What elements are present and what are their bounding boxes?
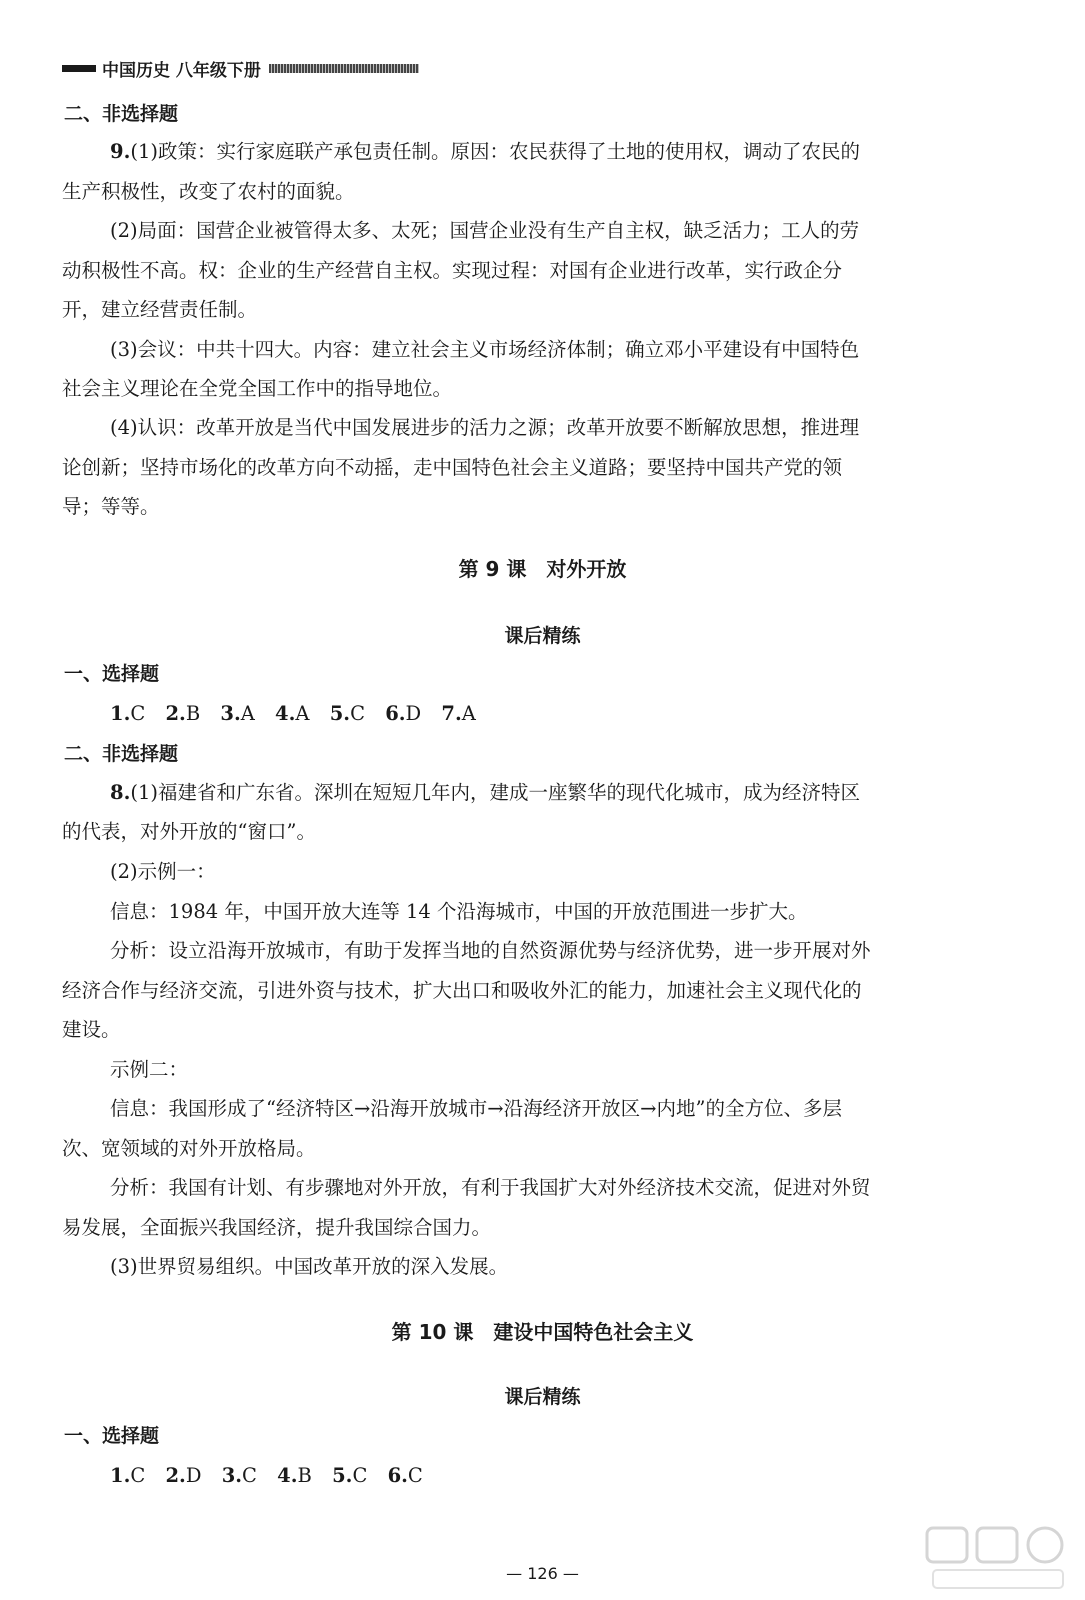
paragraph: 经济合作与经济交流，引进外资与技术，扩大出口和吸收外汇的能力，加速社会主义现代化的 [62,979,862,1002]
paragraph: 导；等等。 [62,495,160,518]
paragraph: 开，建立经营责任制。 [62,298,258,321]
header-bar-right [269,64,419,73]
paragraph: (2)局面：国营企业被管得太多、太死；国营企业没有生产自主权，缺乏活力；工人的劳 [110,219,860,242]
answer-item: 7.A [441,702,476,725]
paragraph: (3)会议：中共十四大。内容：建立社会主义市场经济体制；确立邓小平建设有中国特色 [110,338,860,361]
choice-answers [110,700,490,728]
practice-heading: 课后精练 [504,625,581,647]
answer-item: 2.D [165,1464,202,1487]
watermark-logo [923,1524,1073,1594]
paragraph: 次、宽领域的对外开放格局。 [62,1137,316,1160]
choice-answers [110,1462,437,1490]
paragraph: 论创新；坚持市场化的改革方向不动摇，走中国特色社会主义道路；要坚持中国共产党的领 [62,456,843,479]
answer-item: 5.C [332,1464,368,1487]
paragraph: (3)世界贸易组织。中国改革开放的深入发展。 [110,1255,509,1278]
paragraph: 建设。 [62,1018,121,1041]
text: (1)政策：实行家庭联产承包责任制。原因：农民获得了土地的使用权，调动了农民的 [130,140,860,163]
answer-item: 6.C [387,1464,423,1487]
answer-item: 3.A [220,702,255,725]
paragraph: 分析：我国有计划、有步骤地对外开放，有利于我国扩大对外经济技术交流，促进对外贸 [110,1176,871,1199]
section-heading: 一、选择题 [64,1425,160,1447]
paragraph: (2)示例一： [110,860,216,883]
answer-item: 4.A [275,702,310,725]
lesson-title: 第 9 课 对外开放 [458,557,627,581]
paragraph: 的代表，对外开放的“窗口”。 [62,820,316,843]
practice-heading: 课后精练 [504,1386,581,1408]
paragraph: (4)认识：改革开放是当代中国发展进步的活力之源；改革开放要不断解放思想，推进理 [110,416,860,439]
lesson-title: 第 10 课 建设中国特色社会主义 [391,1320,694,1344]
answer-item: 5.C [329,702,365,725]
text: (1)福建省和广东省。深圳在短短几年内，建成一座繁华的现代化城市，成为经济特区 [130,781,860,804]
answer-item: 1.C [110,1464,146,1487]
page-number: — 126 — [506,1564,579,1583]
paragraph: 信息：1984 年，中国开放大连等 14 个沿海城市，中国的开放范围进一步扩大。 [110,900,808,923]
answer-item: 3.C [221,1464,257,1487]
section-heading: 二、非选择题 [64,743,179,765]
section-heading: 一、选择题 [64,663,160,685]
book-title: 中国历史 八年级下册 [102,60,261,81]
section-heading: 二、非选择题 [64,103,179,125]
paragraph: 易发展，全面振兴我国经济，提升我国综合国力。 [62,1216,492,1239]
paragraph: 示例二： [110,1058,189,1081]
running-header [62,56,419,80]
question-number: 8. [110,781,131,804]
paragraph: 信息：我国形成了“经济特区→沿海开放城市→沿海经济开放区→内地”的全方位、多层 [110,1097,842,1120]
header-bar-left [62,65,96,72]
paragraph [110,138,860,166]
paragraph: 社会主义理论在全党全国工作中的指导地位。 [62,377,453,400]
paragraph: 分析：设立沿海开放城市，有助于发挥当地的自然资源优势与经济优势，进一步开展对外 [110,939,871,962]
paragraph: 生产积极性，改变了农村的面貌。 [62,180,355,203]
answer-item: 1.C [110,702,146,725]
answer-item: 4.B [277,1464,312,1487]
paragraph: 动积极性不高。权：企业的生产经营自主权。实现过程：对国有企业进行改革，实行政企分 [62,259,843,282]
answer-item: 6.D [385,702,422,725]
answer-item: 2.B [165,702,201,725]
question-number: 9. [110,140,131,163]
paragraph [110,779,860,807]
